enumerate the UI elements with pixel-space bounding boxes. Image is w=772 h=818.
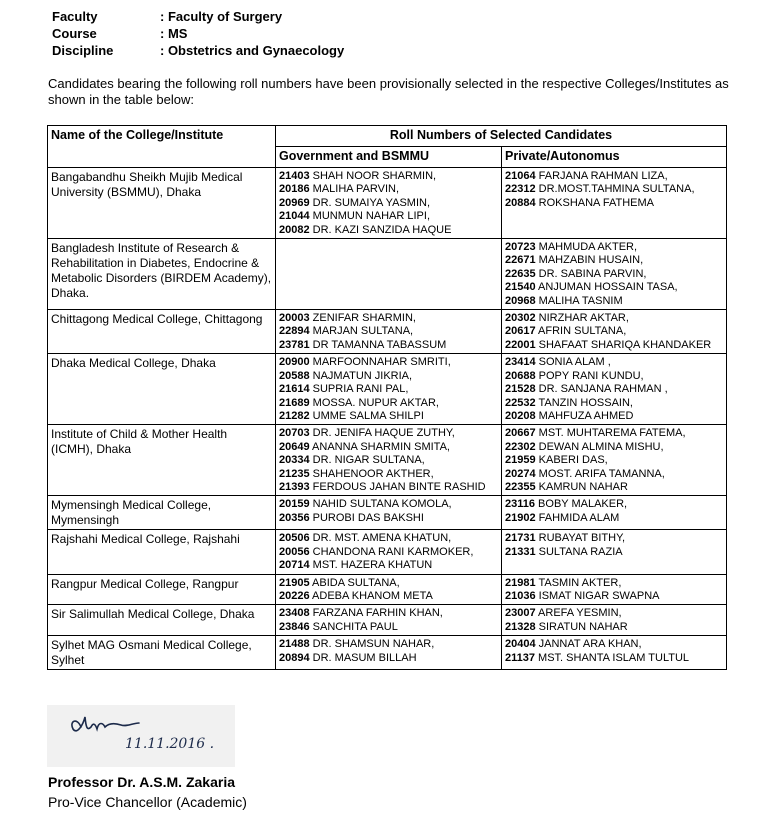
candidate-entry <box>279 638 498 651</box>
candidate-name: ZENIFAR SHARMIN, <box>312 312 416 325</box>
government-candidates-cell <box>276 636 502 670</box>
candidate-entry <box>505 295 723 308</box>
intro-text: Candidates bearing the following roll numbers have been provisionally selected in the respective Colleges/Institutes as shown in the table below: <box>48 76 729 107</box>
roll-number: 21528 <box>505 383 536 396</box>
roll-number: 20302 <box>505 312 536 325</box>
government-candidates-cell <box>276 310 502 354</box>
candidate-name: FARJANA RAHMAN LIZA, <box>538 170 668 182</box>
candidate-name: MST. HAZERA KHATUN <box>312 559 433 572</box>
table-row <box>48 354 727 425</box>
candidate-entry <box>505 498 723 511</box>
candidate-name: MARJAN SULTANA, <box>312 325 414 338</box>
candidate-name: AREFA YESMIN, <box>538 607 622 620</box>
table-row <box>48 310 727 354</box>
candidate-entry <box>279 577 498 590</box>
candidate-entry <box>505 281 723 294</box>
candidate-entry <box>505 512 723 525</box>
government-candidates-cell <box>276 574 502 605</box>
candidate-entry <box>279 498 498 511</box>
roll-number: 21331 <box>505 545 536 558</box>
private-candidates-cell <box>502 574 727 605</box>
candidate-entry <box>279 427 498 440</box>
government-candidates-cell <box>276 605 502 636</box>
header-value: : Obstetrics and Gynaecology <box>160 43 345 58</box>
candidate-entry <box>279 512 498 525</box>
candidate-name: DR. MST. AMENA KHATUN, <box>312 532 452 545</box>
private-candidates-cell <box>502 636 727 670</box>
candidate-name: SUPRIA RANI PAL, <box>312 383 409 396</box>
candidate-entry <box>279 590 498 603</box>
private-candidates-cell <box>502 605 727 636</box>
candidate-entry <box>505 268 723 281</box>
signature-image <box>47 705 235 767</box>
table-header-row <box>48 126 727 147</box>
candidate-name: BOBY MALAKER, <box>538 498 628 511</box>
candidate-name: RUBAYAT BITHY, <box>538 532 626 545</box>
government-candidates-cell <box>276 239 502 310</box>
candidate-entry <box>279 356 498 369</box>
candidate-entry <box>279 607 498 620</box>
candidate-name: MAHZABIN HUSAIN, <box>538 254 644 267</box>
roll-number: 23781 <box>279 338 310 351</box>
candidate-entry <box>505 383 723 396</box>
candidate-name: SANCHITA PAUL <box>312 620 398 633</box>
header-discipline-row <box>52 42 344 59</box>
candidate-name: DEWAN ALMINA MISHU, <box>538 440 664 453</box>
candidate-entry <box>279 559 498 572</box>
roll-number: 23846 <box>279 620 310 633</box>
college-name: Dhaka Medical College, Dhaka <box>48 354 276 425</box>
roll-number: 23007 <box>505 607 536 620</box>
roll-number: 21905 <box>279 576 310 589</box>
candidate-name: ABIDA SULTANA, <box>312 576 400 589</box>
private-candidates-cell <box>502 496 727 530</box>
candidate-name: DR. MASUM BILLAH <box>312 651 417 664</box>
candidate-name: JANNAT ARA KHAN, <box>538 638 642 651</box>
roll-number: 21902 <box>505 511 536 524</box>
signer-name: Professor Dr. A.S.M. Zakaria <box>48 774 235 790</box>
candidate-entry <box>279 210 498 223</box>
candidate-entry <box>505 638 723 651</box>
candidate-name: PUROBI DAS BAKSHI <box>312 511 424 524</box>
signature-date: 11.11.2016 . <box>125 736 215 752</box>
roll-number: 20056 <box>279 545 310 558</box>
college-name: Bangladesh Institute of Research & Rehabilitation in Diabetes, Endocrine & Metabolic Disorders (BIRDEM Academy), Dhaka. <box>48 239 276 310</box>
college-column-header: Name of the College/Institute <box>48 126 276 168</box>
header-label: Course <box>52 26 97 41</box>
candidate-entry <box>279 454 498 467</box>
header-course-row <box>52 25 344 42</box>
roll-number: 21064 <box>505 170 536 182</box>
roll-number: 20714 <box>279 559 310 572</box>
roll-number: 23414 <box>505 356 536 369</box>
candidate-entry <box>505 427 723 440</box>
candidate-entry <box>279 441 498 454</box>
candidate-entry <box>505 546 723 559</box>
table-row <box>48 239 727 310</box>
private-candidates-cell <box>502 239 727 310</box>
college-name: Bangabandhu Sheikh Mujib Medical University (BSMMU), Dhaka <box>48 168 276 239</box>
candidate-name: DR. NIGAR SULTANA, <box>312 454 425 467</box>
private-candidates-cell <box>502 310 727 354</box>
table-row <box>48 574 727 605</box>
private-candidates-cell <box>502 168 727 239</box>
candidate-name: DR. KAZI SANZIDA HAQUE <box>312 223 452 236</box>
selection-table <box>47 125 727 670</box>
roll-number: 20649 <box>279 440 310 453</box>
roll-number: 21328 <box>505 620 536 633</box>
candidate-name: MAHMUDA AKTER, <box>538 241 638 254</box>
roll-number: 21137 <box>505 651 535 664</box>
roll-number: 20226 <box>279 589 310 602</box>
candidate-entry <box>279 224 498 237</box>
candidate-name: DR. SANJANA RAHMAN , <box>538 383 668 396</box>
college-name: Chittagong Medical College, Chittagong <box>48 310 276 354</box>
candidate-name: FARZANA FARHIN KHAN, <box>312 607 443 620</box>
candidate-entry <box>279 312 498 325</box>
roll-number: 21036 <box>505 589 536 602</box>
roll-number: 20159 <box>279 498 310 511</box>
candidate-entry <box>505 170 723 183</box>
candidate-name: DR. SABINA PARVIN, <box>538 267 647 280</box>
roll-numbers-header: Roll Numbers of Selected Candidates <box>276 126 727 147</box>
government-candidates-cell <box>276 425 502 496</box>
candidate-entry <box>505 481 723 494</box>
signer-title: Pro-Vice Chancellor (Academic) <box>48 794 247 810</box>
government-candidates-cell <box>276 530 502 574</box>
header-info <box>52 8 344 59</box>
college-name: Rajshahi Medical College, Rajshahi <box>48 530 276 574</box>
candidate-entry <box>505 339 723 352</box>
candidate-name: MST. MUHTAREMA FATEMA, <box>538 427 686 440</box>
roll-number: 20208 <box>505 409 536 422</box>
roll-number: 21488 <box>279 638 310 651</box>
roll-number: 20968 <box>505 294 536 307</box>
college-name: Mymensingh Medical College, Mymensingh <box>48 496 276 530</box>
candidate-name: DR. SHAMSUN NAHAR, <box>312 638 435 651</box>
roll-number: 22001 <box>505 338 536 351</box>
candidate-entry <box>505 397 723 410</box>
candidate-name: SHAH NOOR SHARMIN, <box>312 170 437 182</box>
header-value: : Faculty of Surgery <box>160 9 283 24</box>
candidate-name: KAMRUN NAHAR <box>538 480 628 493</box>
roll-number: 23116 <box>505 498 535 511</box>
candidate-entry <box>279 546 498 559</box>
roll-number: 21689 <box>279 396 310 409</box>
candidate-entry <box>279 339 498 352</box>
roll-number: 20969 <box>279 196 310 209</box>
roll-number: 20617 <box>505 325 536 338</box>
header-value: : MS <box>160 26 188 41</box>
candidate-name: CHANDONA RANI KARMOKER, <box>312 545 474 558</box>
roll-number: 21393 <box>279 480 310 493</box>
roll-number: 22312 <box>505 183 536 196</box>
candidate-entry <box>505 652 723 665</box>
candidate-entry <box>279 183 498 196</box>
candidate-name: NIRZHAR AKTAR, <box>538 312 629 325</box>
college-name: Sylhet MAG Osmani Medical College, Sylhet <box>48 636 276 670</box>
candidate-name: KABERI DAS, <box>538 454 608 467</box>
candidate-name: ANJUMAN HOSSAIN TASA, <box>538 281 678 294</box>
roll-number: 21959 <box>505 454 536 467</box>
candidate-name: MOST. ARIFA TAMANNA, <box>538 467 665 480</box>
roll-number: 22532 <box>505 396 536 409</box>
government-candidates-cell <box>276 168 502 239</box>
table-body <box>48 168 727 670</box>
candidate-entry <box>505 254 723 267</box>
candidate-name: POPY RANI KUNDU, <box>538 369 644 382</box>
roll-number: 21540 <box>505 281 536 294</box>
candidate-name: FAHMIDA ALAM <box>538 511 620 524</box>
roll-number: 20900 <box>279 356 310 369</box>
candidate-entry <box>279 325 498 338</box>
candidate-entry <box>505 356 723 369</box>
header-label: Faculty <box>52 9 98 24</box>
roll-number: 20334 <box>279 454 310 467</box>
table-row <box>48 636 727 670</box>
candidate-entry <box>505 532 723 545</box>
candidate-name: SIRATUN NAHAR <box>538 620 628 633</box>
candidate-name: ADEBA KHANOM META <box>312 589 433 602</box>
roll-number: 22355 <box>505 480 536 493</box>
roll-number: 20404 <box>505 638 536 651</box>
candidate-name: MUNMUN NAHAR LIPI, <box>312 210 430 223</box>
candidate-entry <box>505 312 723 325</box>
candidate-name: DR.MOST.TAHMINA SULTANA, <box>538 183 695 196</box>
header-faculty-row <box>52 8 344 25</box>
candidate-name: SONIA ALAM , <box>538 356 611 369</box>
table-row <box>48 605 727 636</box>
candidate-name: MALIHA PARVIN, <box>312 183 400 196</box>
roll-number: 21403 <box>279 170 310 182</box>
candidate-name: AFRIN SULTANA, <box>538 325 627 338</box>
private-candidates-cell <box>502 425 727 496</box>
candidate-entry <box>505 607 723 620</box>
private-column-header: Private/Autonomus <box>502 147 727 168</box>
candidate-entry <box>505 577 723 590</box>
roll-number: 22671 <box>505 254 536 267</box>
candidate-name: UMME SALMA SHILPI <box>312 409 424 422</box>
candidate-entry <box>279 532 498 545</box>
candidate-entry <box>279 397 498 410</box>
candidate-entry <box>505 183 723 196</box>
college-name: Sir Salimullah Medical College, Dhaka <box>48 605 276 636</box>
government-candidates-cell <box>276 354 502 425</box>
roll-number: 21282 <box>279 409 310 422</box>
table-row <box>48 530 727 574</box>
candidate-name: MST. SHANTA ISLAM TULTUL <box>538 651 690 664</box>
roll-number: 23408 <box>279 607 310 620</box>
table-row <box>48 496 727 530</box>
candidate-entry <box>279 481 498 494</box>
candidate-entry <box>279 621 498 634</box>
candidate-name: DR. SUMAIYA YASMIN, <box>312 196 431 209</box>
roll-number: 22894 <box>279 325 310 338</box>
roll-number: 20723 <box>505 241 536 254</box>
candidate-name: SHAFAAT SHARIQA KHANDAKER <box>538 338 712 351</box>
candidate-name: TANZIN HOSSAIN, <box>538 396 633 409</box>
roll-number: 20667 <box>505 427 536 440</box>
candidate-name: MAHFUZA AHMED <box>538 409 634 422</box>
roll-number: 20003 <box>279 312 310 325</box>
government-column-header: Government and BSMMU <box>276 147 502 168</box>
candidate-name: TASMIN AKTER, <box>538 576 622 589</box>
candidate-entry <box>505 325 723 338</box>
roll-number: 21981 <box>505 576 536 589</box>
candidate-name: DR. JENIFA HAQUE ZUTHY, <box>312 427 455 440</box>
candidate-entry <box>505 197 723 210</box>
roll-number: 20588 <box>279 369 310 382</box>
candidate-entry <box>505 241 723 254</box>
candidate-name: ROKSHANA FATHEMA <box>538 196 654 209</box>
candidate-entry <box>505 468 723 481</box>
roll-number: 20186 <box>279 183 310 196</box>
candidate-name: MOSSA. NUPUR AKTAR, <box>312 396 439 409</box>
candidate-entry <box>279 370 498 383</box>
candidate-name: SULTANA RAZIA <box>538 545 623 558</box>
candidate-name: MARFOONNAHAR SMRITI, <box>312 356 451 369</box>
college-name: Institute of Child & Mother Health (ICMH), Dhaka <box>48 425 276 496</box>
table-row <box>48 168 727 239</box>
header-label: Discipline <box>52 43 114 58</box>
roll-number: 21731 <box>505 532 536 545</box>
private-candidates-cell <box>502 530 727 574</box>
roll-number: 20082 <box>279 223 310 236</box>
roll-number: 20894 <box>279 651 310 664</box>
candidate-name: NAJMATUN JIKRIA, <box>312 369 413 382</box>
roll-number: 20688 <box>505 369 536 382</box>
candidate-name: SHAHENOOR AKTHER, <box>312 467 434 480</box>
candidate-entry <box>505 441 723 454</box>
roll-number: 21614 <box>279 383 310 396</box>
roll-number: 22302 <box>505 440 536 453</box>
roll-number: 20703 <box>279 427 310 440</box>
candidate-entry <box>505 590 723 603</box>
candidate-name: ISMAT NIGAR SWAPNA <box>538 589 660 602</box>
roll-number: 20356 <box>279 511 310 524</box>
roll-number: 20274 <box>505 467 536 480</box>
roll-number: 21044 <box>279 210 310 223</box>
candidate-name: MALIHA TASNIM <box>538 294 623 307</box>
candidate-entry <box>279 170 498 183</box>
candidate-entry <box>505 454 723 467</box>
private-candidates-cell <box>502 354 727 425</box>
candidate-entry <box>505 370 723 383</box>
roll-number: 21235 <box>279 467 310 480</box>
candidate-entry <box>279 197 498 210</box>
candidate-entry <box>279 652 498 665</box>
candidate-name: DR TAMANNA TABASSUM <box>312 338 447 351</box>
candidate-entry <box>505 621 723 634</box>
candidate-entry <box>505 410 723 423</box>
table-row <box>48 425 727 496</box>
candidate-name: ANANNA SHARMIN SMITA, <box>312 440 450 453</box>
government-candidates-cell <box>276 496 502 530</box>
roll-number: 20884 <box>505 196 536 209</box>
candidate-entry <box>279 410 498 423</box>
roll-number: 20506 <box>279 532 310 545</box>
roll-number: 22635 <box>505 267 536 280</box>
candidate-name: NAHID SULTANA KOMOLA, <box>312 498 452 511</box>
candidate-entry <box>279 468 498 481</box>
candidate-name: FERDOUS JAHAN BINTE RASHID <box>312 480 486 493</box>
candidate-entry <box>279 383 498 396</box>
college-name: Rangpur Medical College, Rangpur <box>48 574 276 605</box>
